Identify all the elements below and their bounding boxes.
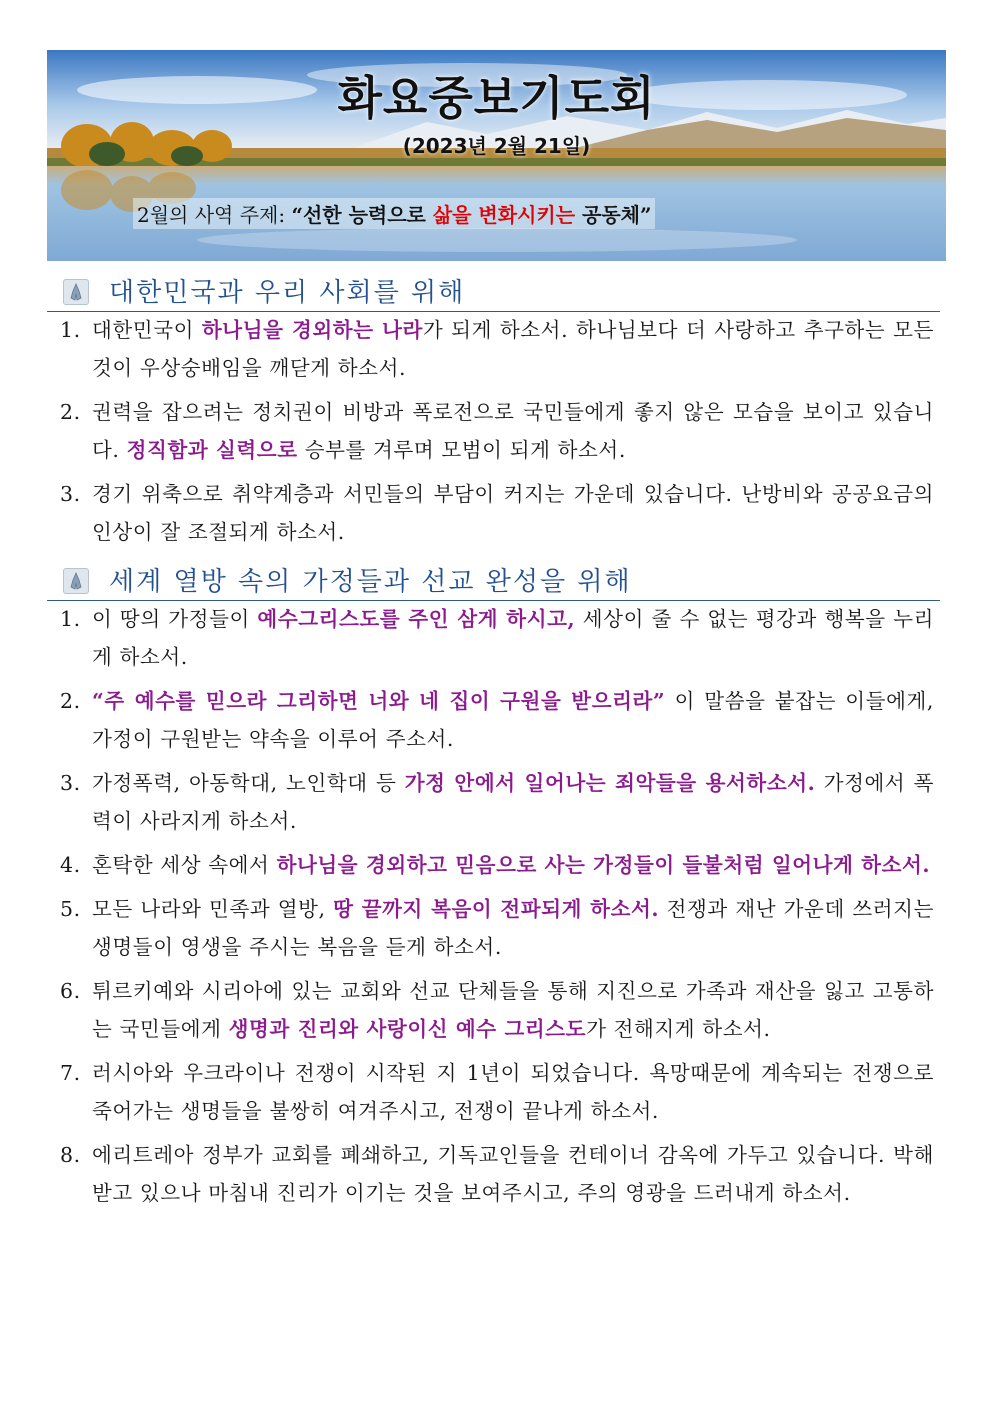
item-text: 권력을 잡으려는 정치권이 비방과 폭로전으로 국민들에게 좋지 않은 모습을 보이고 있습니다.: [92, 400, 934, 462]
item-highlight: 생명과 진리와 사랑이신 예수 그리스도: [228, 1017, 587, 1041]
praying-hands-icon: [63, 568, 89, 594]
item-highlight: 정직함과 실력으로: [126, 438, 298, 462]
item-text: 승부를 겨루며 모범이 되게 하소서.: [297, 438, 626, 462]
prayer-item: [60, 1136, 934, 1212]
prayer-item: [60, 846, 934, 884]
prayer-item: [60, 600, 934, 676]
item-highlight: 예수그리스도를 주인 삼게 하시고,: [257, 607, 576, 631]
header-banner: [47, 50, 946, 261]
prayer-item: [60, 393, 934, 469]
item-text: 러시아와 우크라이나 전쟁이 시작된 지 1년이 되었습니다. 욕망때문에 계속되는 전쟁으로 죽어가는 생명들을 불쌍히 여겨주시고, 전쟁이 끝나게 하소서.: [92, 1061, 934, 1123]
prayer-list-world: [60, 600, 934, 1218]
item-text: 가정에서 폭력이 사라지게 하소서.: [92, 771, 934, 833]
item-text: 에리트레아 정부가 교회를 폐쇄하고, 기독교인들을 컨테이너 감옥에 가두고 있습니다. 박해받고 있으나 마침내 진리가 이기는 것을 보여주시고, 주의 영광을 드러내게 하소서.: [92, 1143, 934, 1205]
item-number: 5.: [60, 897, 81, 921]
theme-prefix: 2월의 사역 주제:: [137, 203, 292, 227]
item-number: 6.: [60, 979, 81, 1003]
item-text: 전쟁과 재난 가운데 쓰러지는 생명들이 영생을 주시는 복음을 듣게 하소서.: [92, 897, 934, 959]
item-number: 7.: [60, 1061, 81, 1085]
page-title: 화요중보기도회: [337, 71, 656, 125]
item-text: 튀르키예와 시리아에 있는 교회와 선교 단체들을 통해 지진으로 가족과 재산을 잃고 고통하는 국민들에게: [92, 979, 934, 1041]
item-highlight: 하나님을 경외하고 믿음으로 사는 가정들이 들불처럼 일어나게 하소서.: [276, 853, 931, 877]
section-title: 세계 열방 속의 가정들과 선교 완성을 위해: [109, 567, 632, 597]
item-text: 가 되게 하소서. 하나님보다 더 사랑하고 추구하는 모든 것이 우상숭배임을 깨닫게 하소서.: [92, 318, 934, 380]
item-text: 세상이 줄 수 없는 평강과 행복을 누리게 하소서.: [92, 607, 935, 669]
prayer-item: [60, 1054, 934, 1130]
section-header-world: [47, 560, 940, 601]
item-text: 이 말씀을 붙잡는 이들에게, 가정이 구원받는 약속을 이루어 주소서.: [92, 689, 935, 751]
item-number: 4.: [60, 853, 81, 877]
prayer-item: [60, 890, 934, 966]
item-number: 2.: [60, 689, 81, 713]
theme-part-2-red: 삶을 변화시키는: [432, 203, 576, 227]
section-header-korea: [47, 271, 940, 312]
item-highlight: 가정 안에서 일어나는 죄악들을 용서하소서.: [404, 771, 816, 795]
item-highlight: 땅 끝까지 복음이 전파되게 하소서.: [333, 897, 660, 921]
theme-part-3: 공동체”: [575, 203, 652, 227]
item-number: 3.: [60, 482, 81, 506]
prayer-item: [60, 311, 934, 387]
item-number: 2.: [60, 400, 81, 424]
section-title: 대한민국과 우리 사회를 위해: [109, 278, 466, 308]
item-text: 혼탁한 세상 속에서: [92, 853, 277, 877]
prayer-item: [60, 475, 934, 551]
item-number: 8.: [60, 1143, 81, 1167]
item-highlight: 하나님을 경외하는 나라: [201, 318, 423, 342]
item-text: 이 땅의 가정들이: [92, 607, 258, 631]
meeting-date: (2023년 2월 21일): [402, 134, 591, 158]
prayer-item: [60, 682, 934, 758]
prayer-item: [60, 972, 934, 1048]
item-text: 가정폭력, 아동학대, 노인학대 등: [92, 771, 405, 795]
monthly-theme: [133, 198, 655, 229]
item-number: 1.: [60, 607, 81, 631]
prayer-item: [60, 764, 934, 840]
item-highlight: “주 예수를 믿으라 그리하면 너와 네 집이 구원을 받으리라”: [92, 689, 666, 713]
item-text: 경기 위축으로 취약계층과 서민들의 부담이 커지는 가운데 있습니다. 난방비와 공공요금의 인상이 잘 조절되게 하소서.: [92, 482, 934, 544]
theme-part-1: “선한 능력으로: [291, 203, 433, 227]
praying-hands-icon: [63, 279, 89, 305]
item-number: 1.: [60, 318, 81, 342]
item-text: 대한민국이: [92, 318, 202, 342]
item-text: 가 전해지게 하소서.: [586, 1017, 771, 1041]
item-number: 3.: [60, 771, 81, 795]
item-text: 모든 나라와 민족과 열방,: [92, 897, 334, 921]
prayer-list-korea: [60, 311, 934, 557]
